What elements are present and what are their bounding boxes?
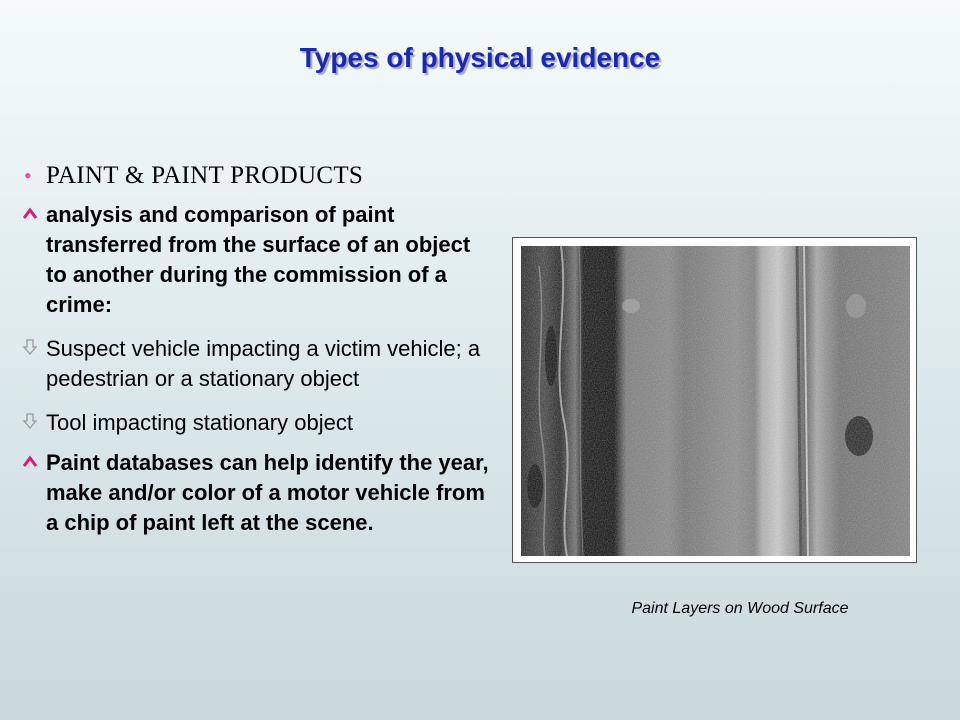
microscope-photo-frame [512, 237, 917, 563]
chevron-up-icon [22, 201, 38, 231]
slide-title: Types of physical evidence [299, 42, 661, 73]
list-item-text: Tool impacting stationary object [46, 410, 353, 435]
section-heading [22, 158, 492, 194]
section-heading-text: PAINT & PAINT PRODUCTS [46, 162, 364, 189]
list-item-text: Suspect vehicle impacting a victim vehicle; a pedestrian or a stationary object [46, 336, 481, 391]
bullet-dot-icon: • [24, 163, 33, 188]
list-item-text: Paint databases can help identify the year, make and/or color of a motor vehicle from a chip of paint left at the scene. [46, 450, 489, 535]
paint-layers-photo [521, 246, 910, 556]
list-item-text: analysis and comparison of paint transferred from the surface of an object to another during the commission of a crime: [46, 202, 471, 317]
figure-caption: Paint Layers on Wood Surface [631, 600, 849, 617]
list-item [22, 448, 492, 538]
list-item [22, 200, 492, 320]
arrow-down-icon [22, 409, 38, 439]
arrow-down-icon [22, 335, 38, 365]
list-item [22, 408, 492, 438]
chevron-up-icon [22, 449, 38, 479]
bullet-list [22, 158, 492, 538]
list-item [22, 334, 492, 394]
